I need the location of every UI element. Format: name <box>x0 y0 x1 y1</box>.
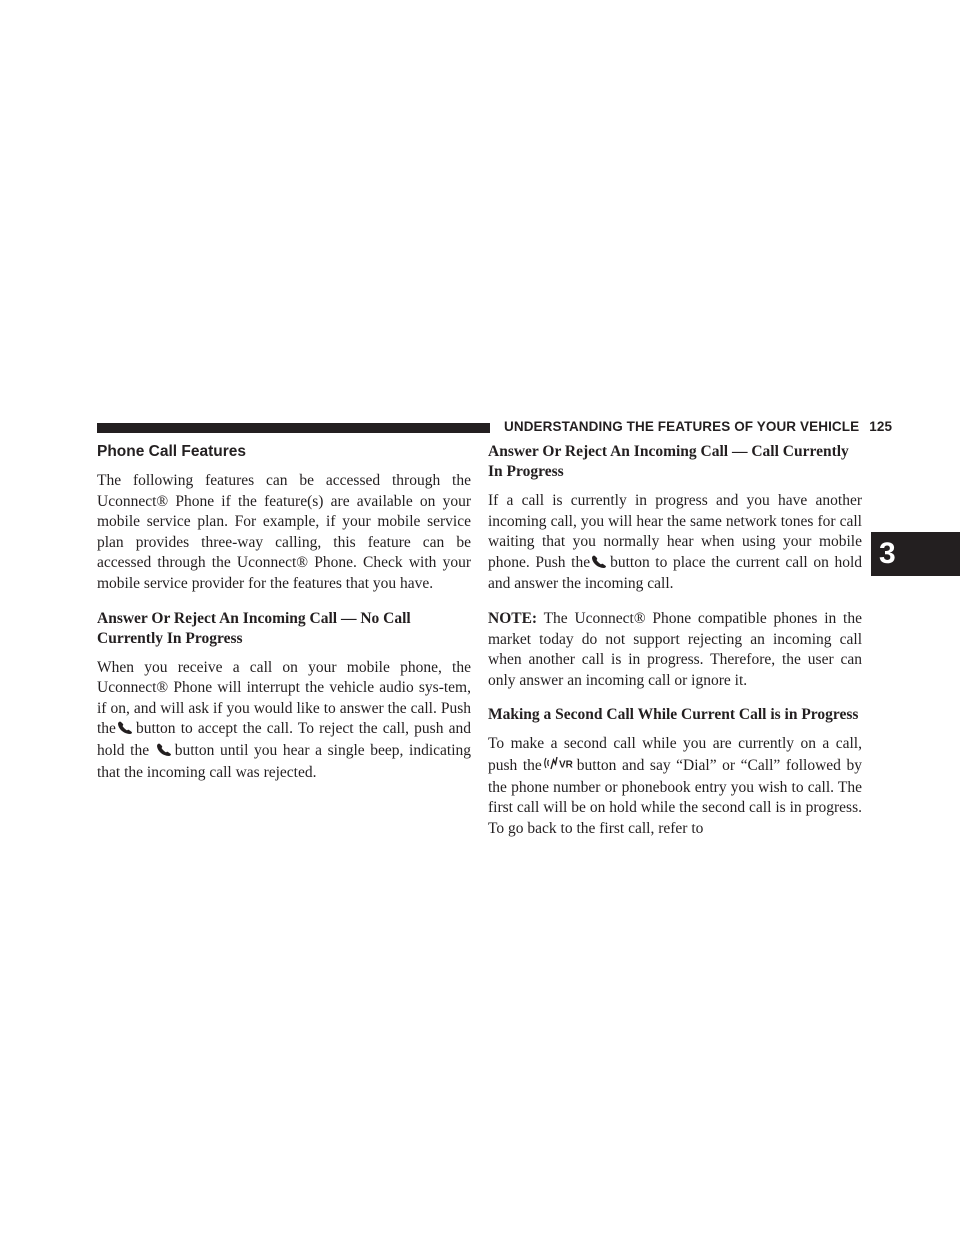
svg-text:VR: VR <box>558 759 573 771</box>
subheading-no-call: Answer Or Reject An Incoming Call — No Call Currently In Progress <box>97 609 411 647</box>
chapter-number: 3 <box>879 537 896 570</box>
text-segment: button until you hear a single beep, indicating that the incoming call was rejected. <box>97 741 472 781</box>
left-column <box>97 440 471 783</box>
note-text: The Uconnect® Phone compatible phones in the market today do not support rejecting an incoming call when another call is in progress. Therefore, the user can only answer an incoming call or ignore it. <box>488 609 862 689</box>
right-column <box>488 440 862 839</box>
section-title: UNDERSTANDING THE FEATURES OF YOUR VEHICLE <box>504 419 860 434</box>
text-segment: If a call is currently in progress and you have another incoming call, you will hear the same network tones for call waiting that you normally hear when using your mobile phone. Push the <box>488 492 862 571</box>
voice-recognition-icon <box>543 755 575 778</box>
note-label: NOTE: <box>488 609 538 627</box>
note-paragraph <box>488 609 862 691</box>
second-call-paragraph <box>488 734 862 839</box>
chapter-tab <box>871 532 960 576</box>
page-number: 125 <box>869 419 893 434</box>
subheading-call-in-progress: Answer Or Reject An Incoming Call — Call Currently In Progress <box>488 443 849 480</box>
text-segment: To make a second call while you are currently on a call, push the <box>488 735 862 774</box>
text-segment: button and say “Dial” or “Call” followed by the phone number or phonebook entry you wish to call. The first call will be on hold while the second call is in progress. To go back to the first call, refer to <box>488 756 863 837</box>
no-call-paragraph <box>97 658 471 784</box>
text-segment: button to accept the call. To reject the call, push and hold the <box>97 720 471 759</box>
phone-handset-icon <box>117 720 134 741</box>
text-segment: When you receive a call on your mobile phone, the Uconnect® Phone will interrupt the vehicle audio sys-tem, if on, and will ask if you would like to answer the call. Push the <box>97 658 471 738</box>
call-in-progress-paragraph <box>488 491 862 595</box>
text-segment: button to place the current call on hold and answer the incoming call. <box>488 553 862 593</box>
section-heading: Phone Call Features <box>97 443 247 460</box>
phone-handset-icon <box>591 554 608 575</box>
running-header <box>504 419 892 434</box>
phone-handset-icon <box>156 742 173 763</box>
intro-paragraph: The following features can be accessed through the Uconnect® Phone if the feature(s) are available on your mobile service plan. For example, if your mobile service plan provides three-way calling, this feature can be accessed through the Uconnect® Phone. Check with your mobile service provider for the features that you have. <box>97 472 471 592</box>
header-rule <box>97 423 490 433</box>
subheading-second-call: Making a Second Call While Current Call is in Progress <box>488 706 859 724</box>
